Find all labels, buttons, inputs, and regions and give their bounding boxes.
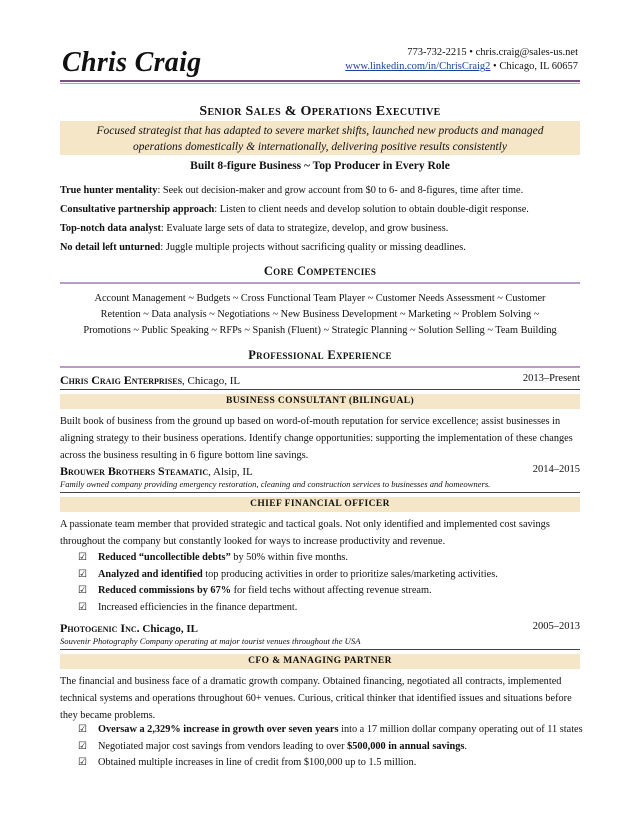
company-description: Family owned company providing emergency restoration, cleaning and construction services to businesses and homeowners. (60, 479, 491, 489)
achievement-text: Increased efficiencies in the finance department. (98, 601, 298, 613)
phone-email: 773-732-2215 • chris.craig@sales-us.net (407, 47, 578, 58)
achievement-highlight: Reduced commissions by 67% (98, 585, 232, 596)
achievement-item (78, 600, 583, 617)
employer-rule (60, 389, 580, 390)
achievement-text: Obtained multiple increases in line of credit from $100,000 up to 1.5 million. (98, 757, 417, 768)
role-title: CHIEF FINANCIAL OFFICER (60, 497, 580, 512)
summary-item (60, 219, 585, 238)
tagline-box (60, 121, 580, 155)
company-name: Chris Craig Enterprises (60, 373, 183, 387)
summary-label: Top-notch data analyst (60, 223, 161, 234)
employment-dates: 2005–2013 (532, 621, 580, 632)
company-description: Souvenir Photography Company operating at major tourist venues throughout the USA (60, 636, 361, 646)
employment-dates: 2014–2015 (532, 464, 580, 475)
achievement-text: top producing activities in order to prioritize sales/marketing activities. (202, 568, 498, 580)
achievement-item (78, 755, 583, 772)
achievement-highlight: Analyzed and identified (98, 568, 203, 580)
summary-item (60, 181, 585, 200)
achievement-item (78, 567, 583, 584)
checkbox-icon: ☑ (78, 585, 87, 596)
role-title: BUSINESS CONSULTANT (BILINGUAL) (60, 394, 580, 409)
summary-label: No detail left unturned (60, 242, 161, 253)
summary-label: Consultative partnership approach (60, 204, 215, 215)
achievement-item (78, 722, 583, 739)
job-description: The financial and business face of a dramatic growth company. Obtained financing, negotiated all contracts, implemented technical systems and operations throughout 60+ venues. Curious, critical thinker that identified issues and situations before they became problems. (60, 676, 572, 721)
summary-text: : Juggle multiple projects without sacrificing quality or missing deadlines. (160, 242, 466, 253)
achievement-highlight: Reduced “uncollectible debts” (98, 552, 231, 563)
employer-rule (60, 649, 580, 650)
employer-rule (60, 492, 580, 493)
checkbox-icon: ☑ (78, 724, 87, 735)
company-name: Brouwer Brothers Steamatic (60, 464, 209, 478)
job-description: A passionate team member that provided strategic and tactical goals. Not only identified and implemented cost savings throughout the company but constantly looked for ways to increase productivity and revenue. (60, 519, 550, 547)
competencies-line-2: Retention ~ Data analysis ~ Negotiations ~ New Business Development ~ Marketing ~ Problem Solving ~ (100, 309, 540, 320)
achievement-list (78, 550, 583, 616)
summary-text: : Seek out decision-maker and grow account from $0 to 6- and 8-figures, time after time. (157, 185, 524, 196)
candidate-name: Chris Craig (62, 47, 202, 78)
employer-line (60, 621, 580, 636)
summary-text: : Listen to client needs and develop solution to obtain double-digit response. (214, 204, 529, 215)
achievement-text: into a 17 million dollar company operating out of 11 states (338, 724, 583, 735)
header-rule-thin (60, 83, 580, 84)
achievement-highlight: $500,000 in annual savings (347, 740, 465, 752)
contact-block (345, 46, 578, 74)
experience-rule (60, 366, 580, 368)
linkedin-link[interactable]: www.linkedin.com/in/ChrisCraig2 (345, 61, 491, 72)
achievement-item (78, 550, 583, 567)
role-title: CFO & MANAGING PARTNER (60, 654, 580, 669)
tagline-line-1: Focused strategist that has adapted to severe market shifts, launched new products and managed (96, 125, 544, 137)
company-location: , Alsip, IL (208, 466, 253, 478)
achievement-highlight: Oversaw a 2,329% increase in growth over seven years (98, 724, 339, 735)
summary-text: : Evaluate large sets of data to strategize, develop, and grow business. (160, 223, 449, 234)
achievement-item (78, 583, 583, 600)
checkbox-icon: ☑ (78, 552, 87, 563)
checkbox-icon: ☑ (78, 568, 87, 580)
checkbox-icon: ☑ (78, 757, 87, 768)
header-rule (60, 80, 580, 82)
tagline-line-2: operations domestically & internationally, delivering positive results consistently (133, 141, 507, 153)
achievement-text: Negotiated major cost savings from vendors leading to over (98, 740, 348, 752)
subheadline: Built 8-figure Business ~ Top Producer in Every Role (190, 160, 450, 172)
employer-line (60, 373, 580, 388)
competencies-title: Core Competencies (263, 264, 377, 278)
company-location: , Chicago, IL (182, 375, 241, 387)
competencies-rule (60, 282, 580, 284)
employer-line (60, 464, 580, 479)
competencies-line-1: Account Management ~ Budgets ~ Cross Functional Team Player ~ Customer Needs Assessment ~ Customer (94, 293, 546, 304)
checkbox-icon: ☑ (78, 740, 87, 752)
company-name: Photogenic Inc. (60, 621, 140, 635)
job-description: Built book of business from the ground up based on word-of-mouth reputation for service excellence; assist businesses in aligning strategy to their business operations. Identify change opportunities: supporting the implementation of these changes across the business resulting in 6 figure bottom line savings. (60, 416, 573, 461)
competencies-list (60, 291, 580, 339)
achievement-text-end: . (464, 740, 467, 752)
employment-dates: 2013–Present (522, 373, 580, 384)
achievement-list (78, 722, 583, 772)
summary-item (60, 200, 585, 219)
achievement-text: by 50% within five months. (230, 552, 348, 563)
location: • Chicago, IL 60657 (490, 61, 578, 72)
summary-item (60, 238, 585, 257)
achievement-text: for field techs without affecting revenue stream. (231, 585, 432, 596)
summary-list (60, 181, 585, 257)
experience-title: Professional Experience (248, 348, 392, 362)
headline: Senior Sales & Operations Executive (199, 104, 441, 119)
achievement-item (78, 739, 583, 756)
checkbox-icon: ☑ (78, 601, 87, 613)
linkedin-location-line (345, 60, 578, 74)
competencies-line-3: Promotions ~ Public Speaking ~ RFPs ~ Spanish (Fluent) ~ Strategic Planning ~ Solution Selling ~ Team Building (83, 325, 557, 336)
summary-label: True hunter mentality (60, 185, 158, 196)
company-location: Chicago, IL (139, 623, 199, 635)
